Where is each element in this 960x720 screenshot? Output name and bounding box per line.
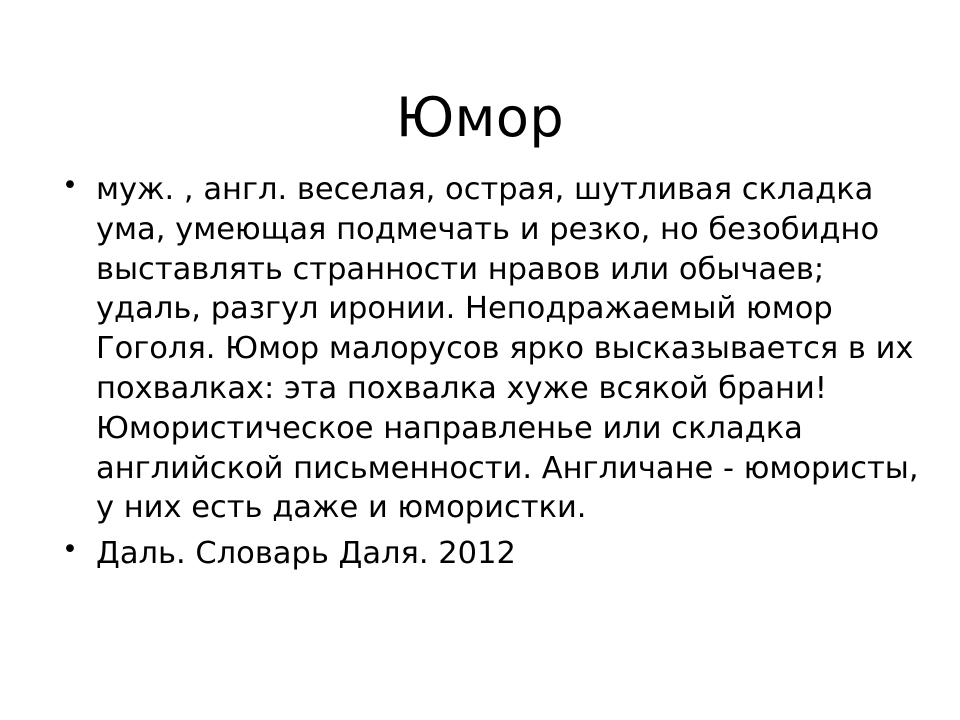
list-item: • Даль. Словарь Даля. 2012 [52,534,922,574]
list-item: • муж. , англ. веселая, острая, шутливая складка ума, умеющая подмечать и резко, но безобидно выставлять странности нравов или обычаев; удаль, разгул иронии. Неподражаемый юмор Гоголя. Юмор малорусов ярко высказывается в их похвалках: эта похвалка хуже всякой брани! Юмористическое направленье или складка английской письменности. Англичане - юмористы, у них есть даже и юмористки. [52,170,922,528]
page-title: Юмор [395,86,565,150]
slide-body-list [52,170,922,580]
